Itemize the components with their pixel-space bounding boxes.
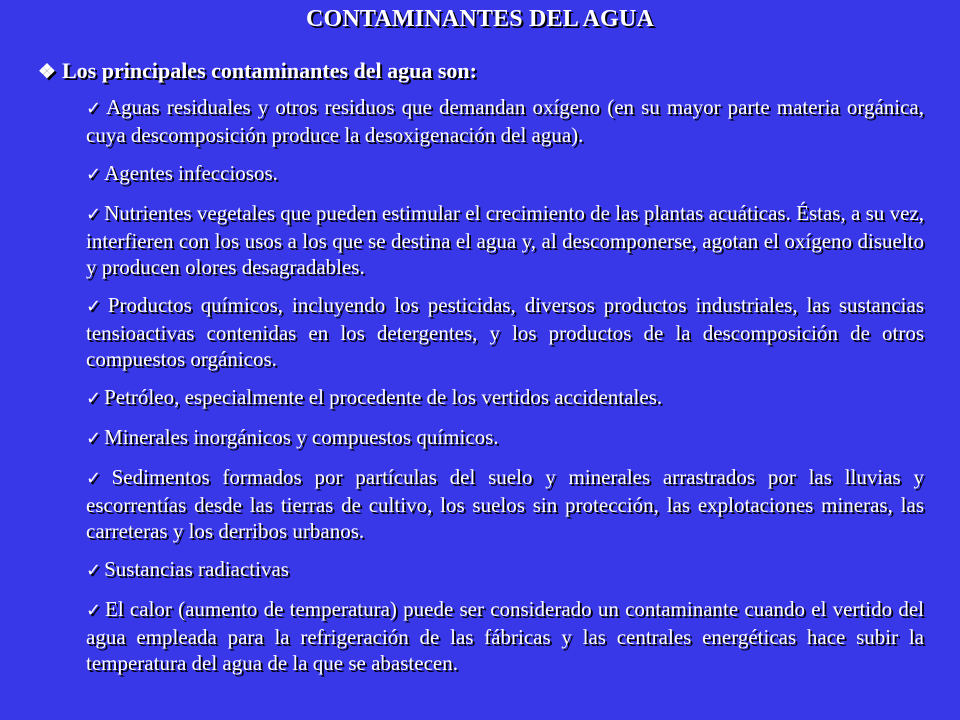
intro-text: Los principales contaminantes del agua son: bbox=[62, 58, 477, 83]
list-item bbox=[86, 292, 924, 372]
checkmark-icon: ✓ bbox=[86, 296, 105, 317]
list-item bbox=[86, 556, 924, 584]
list-item-text: El calor (aumento de temperatura) puede ser considerado un contaminante cuando el vertido del agua empleada para la refrigeración de las fábricas y las centrales energéticas hace subir la temperatura del agua de la que se abastecen. bbox=[86, 597, 924, 675]
checkmark-icon: ✓ bbox=[86, 164, 102, 185]
diamond-bullet-icon: ❖ bbox=[38, 61, 56, 83]
list-item bbox=[86, 464, 924, 544]
list-item-text: Sedimentos formados por partículas del suelo y minerales arrastrados por las lluvias y escorrentías desde las tierras de cultivo, los suelos sin protección, las explotaciones mineras, las carreteras y los derribos urbanos. bbox=[86, 465, 924, 543]
contaminant-list bbox=[86, 94, 924, 688]
list-item bbox=[86, 384, 924, 412]
checkmark-icon: ✓ bbox=[86, 428, 102, 449]
list-item bbox=[86, 94, 924, 148]
list-item-text: Minerales inorgánicos y compuestos químicos. bbox=[104, 425, 499, 449]
intro-line bbox=[38, 58, 477, 84]
checkmark-icon: ✓ bbox=[86, 560, 102, 581]
checkmark-icon: ✓ bbox=[86, 388, 102, 409]
list-item-text: Nutrientes vegetales que pueden estimular el crecimiento de las plantas acuáticas. Éstas, a su vez, interfieren con los usos a los que se destina el agua y, al descomponerse, agotan el oxígeno disuelto y producen olores desagradables. bbox=[86, 201, 924, 279]
list-item bbox=[86, 160, 924, 188]
slide-title: CONTAMINANTES DEL AGUA bbox=[305, 6, 654, 32]
list-item-text: Petróleo, especialmente el procedente de los vertidos accidentales. bbox=[104, 385, 663, 409]
list-item-text: Agentes infecciosos. bbox=[104, 161, 278, 185]
checkmark-icon: ✓ bbox=[86, 204, 102, 225]
checkmark-icon: ✓ bbox=[86, 468, 109, 489]
checkmark-icon: ✓ bbox=[86, 600, 103, 621]
list-item bbox=[86, 596, 924, 676]
checkmark-icon: ✓ bbox=[86, 98, 103, 119]
list-item-text: Aguas residuales y otros residuos que demandan oxígeno (en su mayor parte materia orgánica, cuya descomposición produce la desoxigenación del agua). bbox=[86, 95, 924, 147]
list-item bbox=[86, 424, 924, 452]
list-item bbox=[86, 200, 924, 280]
list-item-text: Productos químicos, incluyendo los pesticidas, diversos productos industriales, las sustancias tensioactivas contenidas en los detergentes, y los productos de la descomposición de otros compuestos orgánicos. bbox=[86, 293, 924, 371]
list-item-text: Sustancias radiactivas bbox=[104, 557, 289, 581]
